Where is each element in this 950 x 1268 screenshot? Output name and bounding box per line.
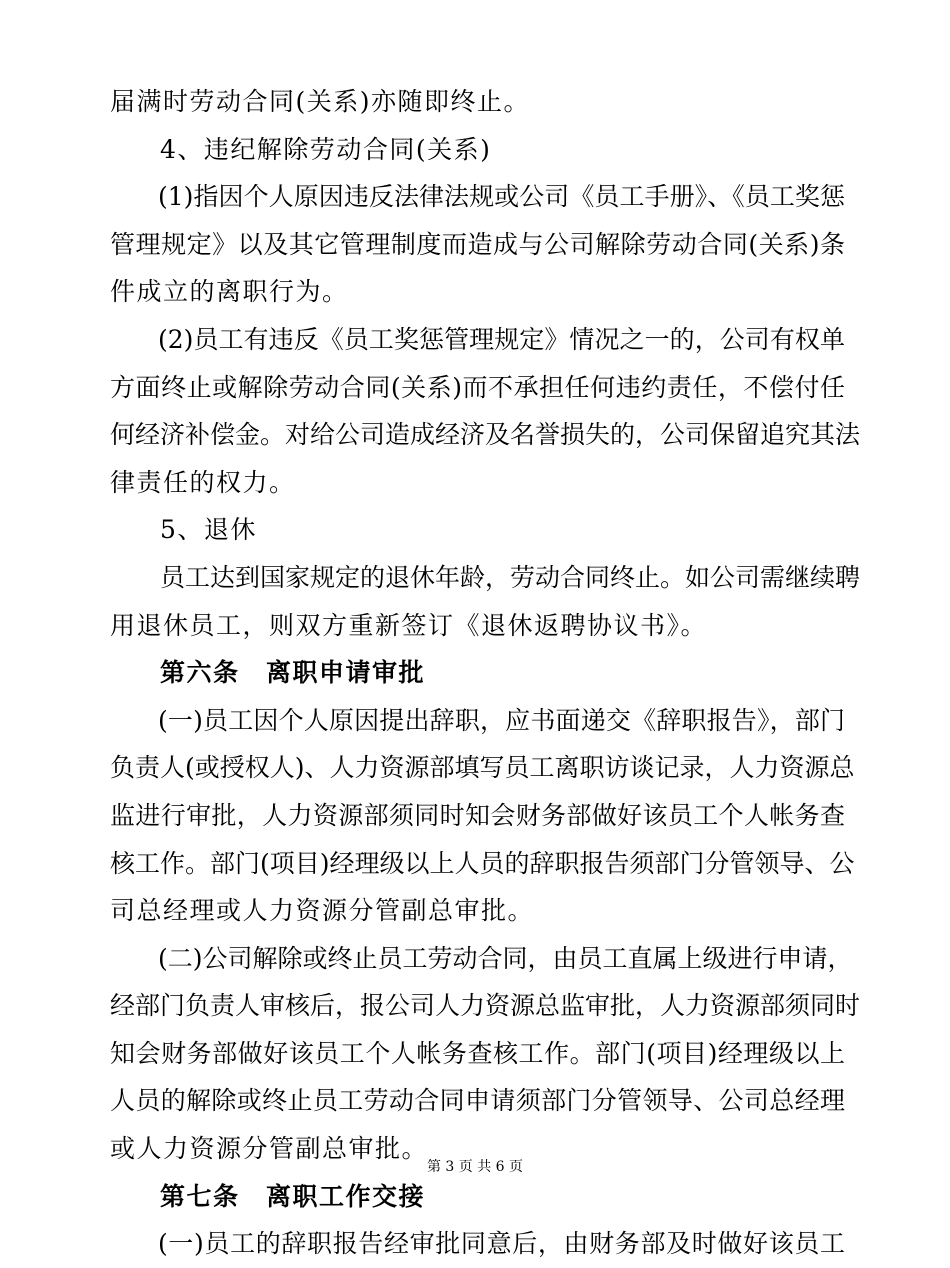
paragraph-line: 监进行审批，人力资源部须同时知会财务部做好该员工个人帐务查 <box>110 800 845 830</box>
paragraph-line: 核工作。部门(项目)经理级以上人员的辞职报告须部门分管领导、公 <box>110 848 855 878</box>
paragraph-line: 或人力资源分管副总审批。 <box>110 1134 429 1164</box>
paragraph-line: 用退休员工，则双方重新签订《退休返聘协议书》。 <box>110 610 708 640</box>
paragraph-line: 负责人(或授权人)、人力资源部填写员工离职访谈记录，人力资源总 <box>110 753 855 783</box>
paragraph-line: 员工达到国家规定的退休年龄，劳动合同终止。如公司需继续聘 <box>160 562 861 592</box>
paragraph-line: 知会财务部做好该员工个人帐务查核工作。部门(项目)经理级以上 <box>110 1038 845 1068</box>
paragraph-line: 人员的解除或终止员工劳动合同申请须部门分管领导、公司总经理 <box>110 1086 845 1116</box>
paragraph-line: 经部门负责人审核后，报公司人力资源总监审批，人力资源部须同时 <box>110 991 861 1021</box>
paragraph-line: (1)指因个人原因违反法律法规或公司《员工手册》、《员工奖惩 <box>158 182 845 212</box>
paragraph-line: 律责任的权力。 <box>110 467 296 497</box>
document-body <box>110 78 861 1268</box>
paragraph-line: (二)公司解除或终止员工劳动合同，由员工直属上级进行申请， <box>158 943 853 973</box>
page-number-footer: 第 3 页 共 6 页 <box>426 1159 524 1175</box>
paragraph-line: 届满时劳动合同(关系)亦随即终止。 <box>110 87 531 116</box>
paragraph-line: (2)员工有违反《员工奖惩管理规定》情况之一的，公司有权单 <box>158 324 845 354</box>
paragraph-line: 件成立的离职行为。 <box>110 277 349 307</box>
article-heading: 第七条 离职工作交接 <box>160 1181 426 1211</box>
paragraph-line: 方面终止或解除劳动合同(关系)而不承担任何违约责任，不偿付任 <box>110 372 845 402</box>
paragraph-line: 管理规定》以及其它管理制度而造成与公司解除劳动合同(关系)条 <box>110 229 845 259</box>
list-item-heading: 5、退休 <box>160 515 257 545</box>
paragraph-line: (一)员工的辞职报告经审批同意后，由财务部及时做好该员工 <box>158 1229 845 1259</box>
list-item-heading: 4、违纪解除劳动合同(关系) <box>160 134 492 164</box>
paragraph-line: 何经济补偿金。对给公司造成经济及名誉损失的，公司保留追究其法 <box>110 420 861 450</box>
paragraph-line: 司总经理或人力资源分管副总审批。 <box>110 896 535 926</box>
article-heading: 第六条 离职申请审批 <box>160 658 426 688</box>
paragraph-line: (一)员工因个人原因提出辞职，应书面递交《辞职报告》，部门 <box>158 705 845 735</box>
